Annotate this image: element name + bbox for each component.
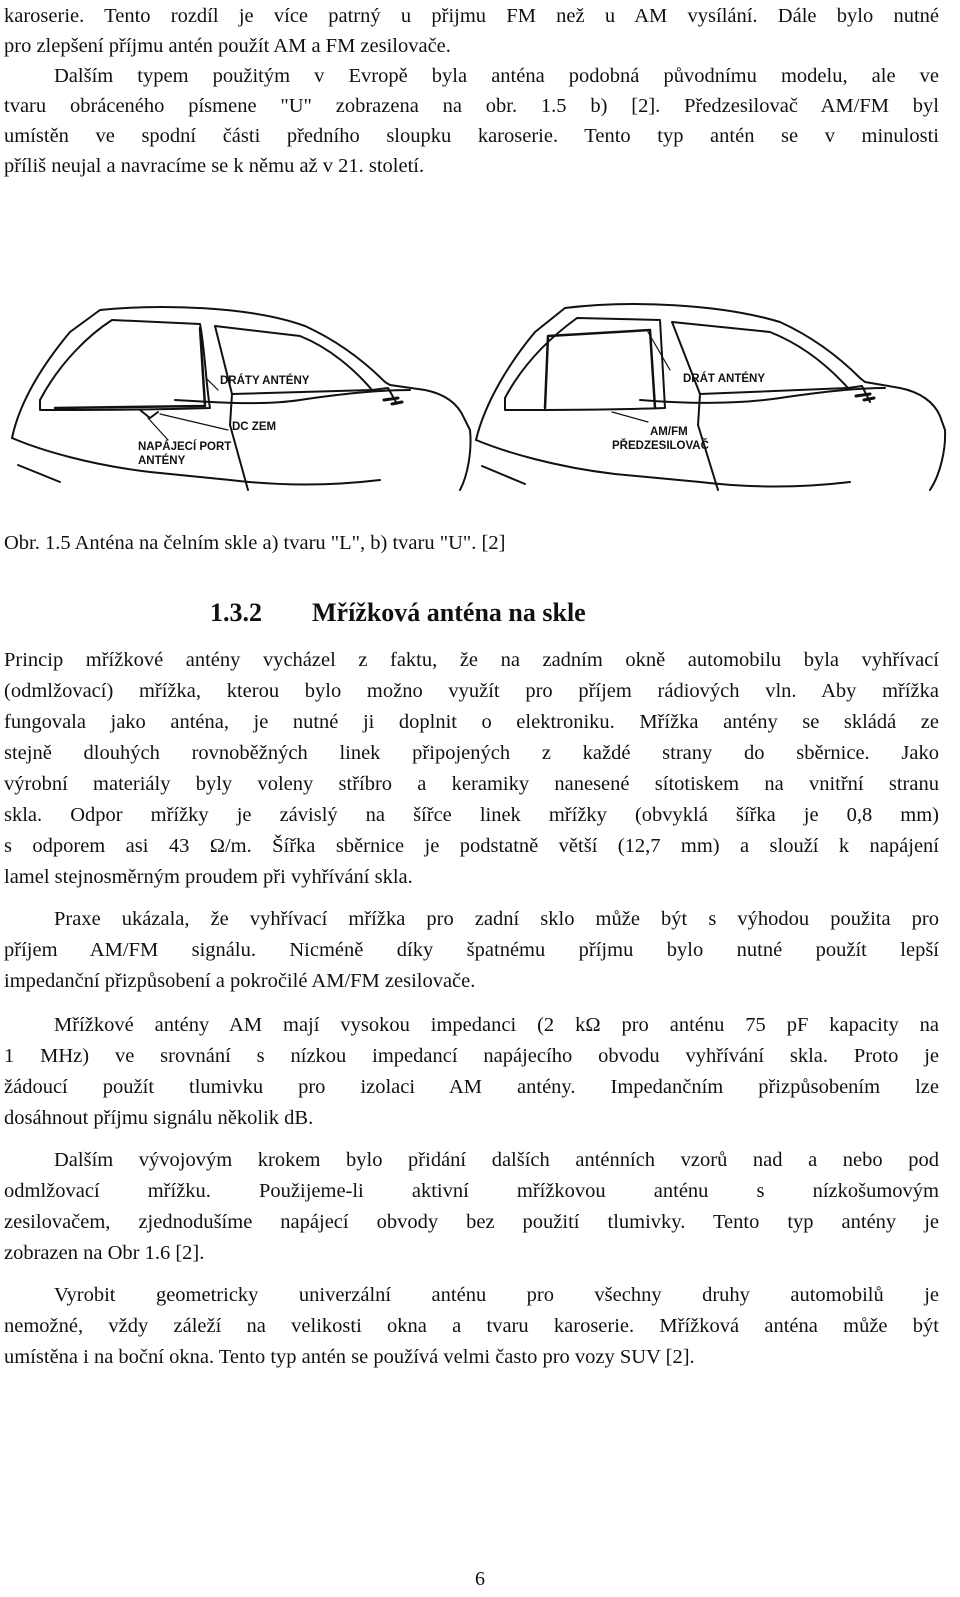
label-amp-2: PŘEDZESILOVAČ bbox=[612, 440, 709, 452]
paragraph-line: příjem AM/FM signálu. Nicméně díky špatnému příjmu bylo nutné použít lepší bbox=[4, 939, 939, 961]
paragraph-line: Dalším vývojovým krokem bylo přidání dalších anténních vzorů nad a nebo pod bbox=[54, 1149, 939, 1171]
paragraph-line: dosáhnout příjmu signálu několik dB. bbox=[4, 1107, 314, 1129]
paragraph-line: Praxe ukázala, že vyhřívací mřížka pro zadní sklo může být s výhodou použita pro bbox=[54, 908, 939, 930]
paragraph-line: Mřížkové antény AM mají vysokou impedanci (2 kΩ pro anténu 75 pF kapacity na bbox=[54, 1014, 939, 1036]
antenna-figure bbox=[0, 290, 960, 510]
figure-caption: Obr. 1.5 Anténa na čelním skle a) tvaru "L", b) tvaru "U". [2] bbox=[4, 532, 506, 554]
paragraph-line: odmlžovací mřížku. Použijeme-li aktivní mřížkovou anténu s nízkošumovým bbox=[4, 1180, 939, 1202]
paragraph-line: lamel stejnosměrným proudem při vyhřívání skla. bbox=[4, 866, 413, 888]
paragraph-line: nemožné, vždy záleží na velikosti okna a tvaru karoserie. Mřížková anténa může být bbox=[4, 1315, 939, 1337]
label-wire: DRÁT ANTÉNY bbox=[683, 373, 765, 385]
paragraph-line: 1 MHz) ve srovnání s nízkou impedancí napájecího obvodu vyhřívání skla. Proto je bbox=[4, 1045, 939, 1067]
intro-line-6: příliš neujal a navracíme se k němu až v 21. století. bbox=[4, 155, 425, 177]
intro-line-5: umístěn ve spodní části předního sloupku karoserie. Tento typ antén se v minulosti bbox=[4, 125, 939, 147]
paragraph-line: zesilovačem, zjednodušíme napájecí obvody bez použití tlumivky. Tento typ antény je bbox=[4, 1211, 939, 1233]
paragraph-line: stejně dlouhých rovnoběžných linek připojených z každé strany do sběrnice. Jako bbox=[4, 742, 939, 764]
label-amp-1: AM/FM bbox=[650, 426, 688, 438]
intro-line-4: tvaru obráceného písmene "U" zobrazena na obr. 1.5 b) [2]. Předzesilovač AM/FM byl bbox=[4, 95, 939, 117]
label-port-1: NAPÁJECÍ PORT bbox=[138, 441, 232, 453]
paragraph-line: s odporem asi 43 Ω/m. Šířka sběrnice je podstatně větší (12,7 mm) a slouží k napájení bbox=[4, 835, 939, 857]
car-right-drawing bbox=[476, 304, 945, 490]
intro-line-1: karoserie. Tento rozdíl je více patrný u přijmu FM než u AM vysílání. Dále bylo nutné bbox=[4, 5, 939, 27]
label-ground: DC ZEM bbox=[232, 421, 277, 433]
section-title: Mřížková anténa na skle bbox=[312, 598, 586, 627]
paragraph-line: zobrazen na Obr 1.6 [2]. bbox=[4, 1242, 205, 1264]
paragraph-line: skla. Odpor mřížky je závislý na šířce linek mřížky (obvyklá šířka je 0,8 mm) bbox=[4, 804, 939, 826]
paragraph-line: impedanční přizpůsobení a pokročilé AM/FM zesilovače. bbox=[4, 970, 476, 992]
intro-line-2: pro zlepšení příjmu antén použít AM a FM zesilovače. bbox=[4, 35, 451, 57]
paragraph-line: výrobní materiály byly voleny stříbro a keramiky nanesené sítotiskem na vnitřní stranu bbox=[4, 773, 939, 795]
label-port-2: ANTÉNY bbox=[138, 455, 186, 467]
label-wires: DRÁTY ANTÉNY bbox=[220, 375, 310, 387]
paragraph-line: Princip mřížkové antény vycházel z faktu, že na zadním okně automobilu byla vyhřívací bbox=[4, 649, 939, 671]
page-number: 6 bbox=[475, 1568, 485, 1590]
section-number: 1.3.2 bbox=[210, 598, 262, 627]
paragraph-line: Vyrobit geometricky univerzální anténu pro všechny druhy automobilů je bbox=[54, 1284, 939, 1306]
paragraph-line: umístěna i na boční okna. Tento typ antén se používá velmi často pro vozy SUV [2]. bbox=[4, 1346, 695, 1368]
paragraph-line: fungovala jako anténa, je nutné ji doplnit o elektroniku. Mřížka antény se skládá ze bbox=[4, 711, 939, 733]
car-left-drawing bbox=[12, 307, 471, 490]
intro-line-3: Dalším typem použitým v Evropě byla anténa podobná původnímu modelu, ale ve bbox=[54, 65, 939, 87]
paragraph-line: žádoucí použít tlumivku pro izolaci AM antény. Impedančním přizpůsobením lze bbox=[4, 1076, 939, 1098]
section-heading bbox=[210, 598, 586, 628]
paragraph-line: (odmlžovací) mřížka, kterou bylo možno využít pro příjem rádiových vln. Aby mřížka bbox=[4, 680, 939, 702]
